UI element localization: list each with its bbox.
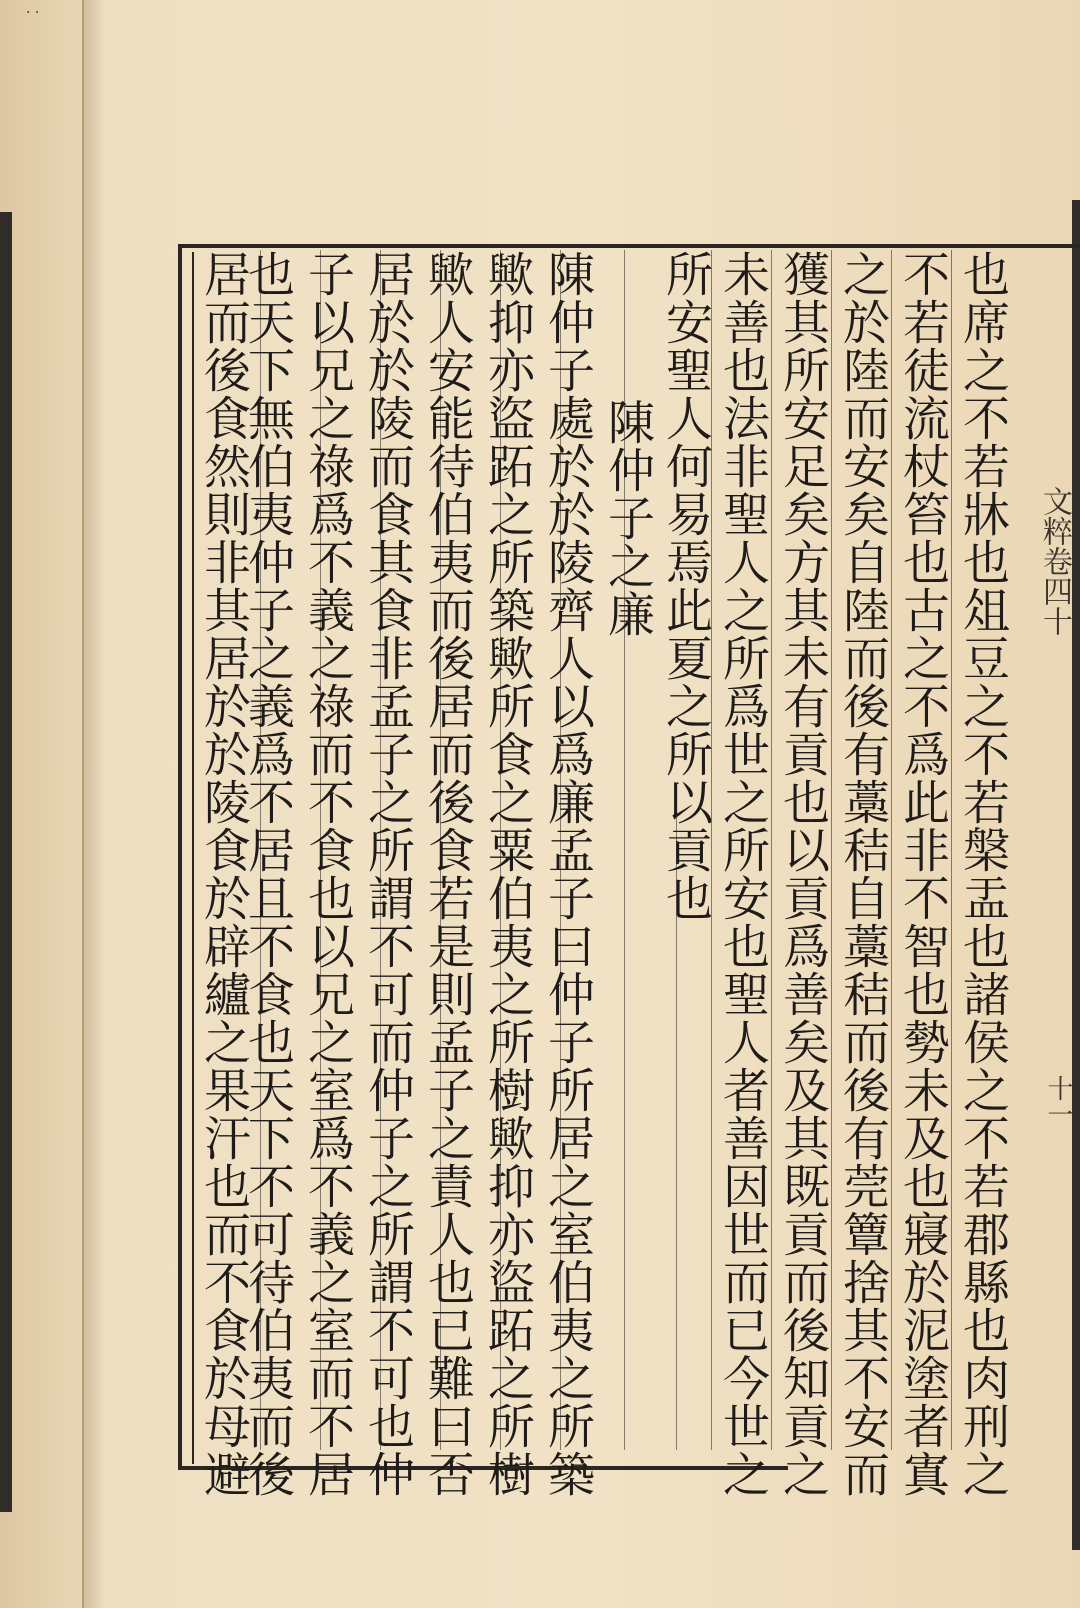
text-column-5: 未善也法非聖人之所爲世之所安也聖人者善因世而已今世之 [715, 250, 770, 1498]
right-page-edge [1072, 200, 1080, 1550]
previous-page-edge [0, 0, 84, 1608]
text-column-13: 也天下無伯夷仲子之義爲不居且不食也天下不可待伯夷而後 [240, 250, 295, 1498]
spine-shadow [82, 0, 106, 1608]
text-column-3: 之於陸而安矣自陸而後有藁秸自藁秸而後有莞簟捨其不安而 [835, 250, 890, 1498]
text-column-12: 子以兄之祿爲不義之祿而不食也以兄之室爲不義之室而不居 [300, 250, 355, 1498]
ink-mark: · · [26, 5, 40, 21]
text-column-1: 也席之不若牀也俎豆之不若槃盂也諸侯之不若郡縣也肉刑之 [955, 250, 1010, 1498]
frame-top-border [178, 244, 1080, 248]
frame-inner-border [192, 252, 194, 1464]
text-column-2: 不若徒流杖笞也古之不爲此非不智也勢未及也寢於泥塗者寘 [895, 250, 950, 1498]
text-column-14: 居而後食然則非其居於於陵食於辟纑之果汗也而不食於母避 [196, 250, 251, 1498]
text-column-10: 歟人安能待伯夷而後居而後食若是則孟子之責人也已難曰否 [420, 250, 475, 1498]
text-column-6: 所安聖人何易焉此夏之所以貢也 [658, 250, 713, 922]
text-column-9: 歟抑亦盜跖之所築歟所食之粟伯夷之所樹歟抑亦盜跖之所樹 [480, 250, 535, 1498]
text-column-4: 獲其所安足矣方其未有貢也以貢爲善矣及其既貢而後知貢之 [775, 250, 830, 1498]
frame-left-border [178, 244, 182, 1470]
block-heart-title: 文粹卷四十 [1037, 486, 1072, 636]
section-heading: 陳仲子之廉 [600, 398, 655, 638]
column-rule [831, 250, 832, 1450]
column-rule [951, 250, 952, 1450]
column-rule [771, 250, 772, 1450]
page-edge-shadow [0, 212, 12, 1512]
page-number: 十一 [1043, 1075, 1073, 1127]
column-rule [891, 250, 892, 1450]
text-column-11: 居於於陵而食其食非孟子之所謂不可而仲子之所謂不可也仲 [360, 250, 415, 1498]
text-column-8: 陳仲子處於於陵齊人以爲廉孟子曰仲子所居之室伯夷之所築 [540, 250, 595, 1498]
